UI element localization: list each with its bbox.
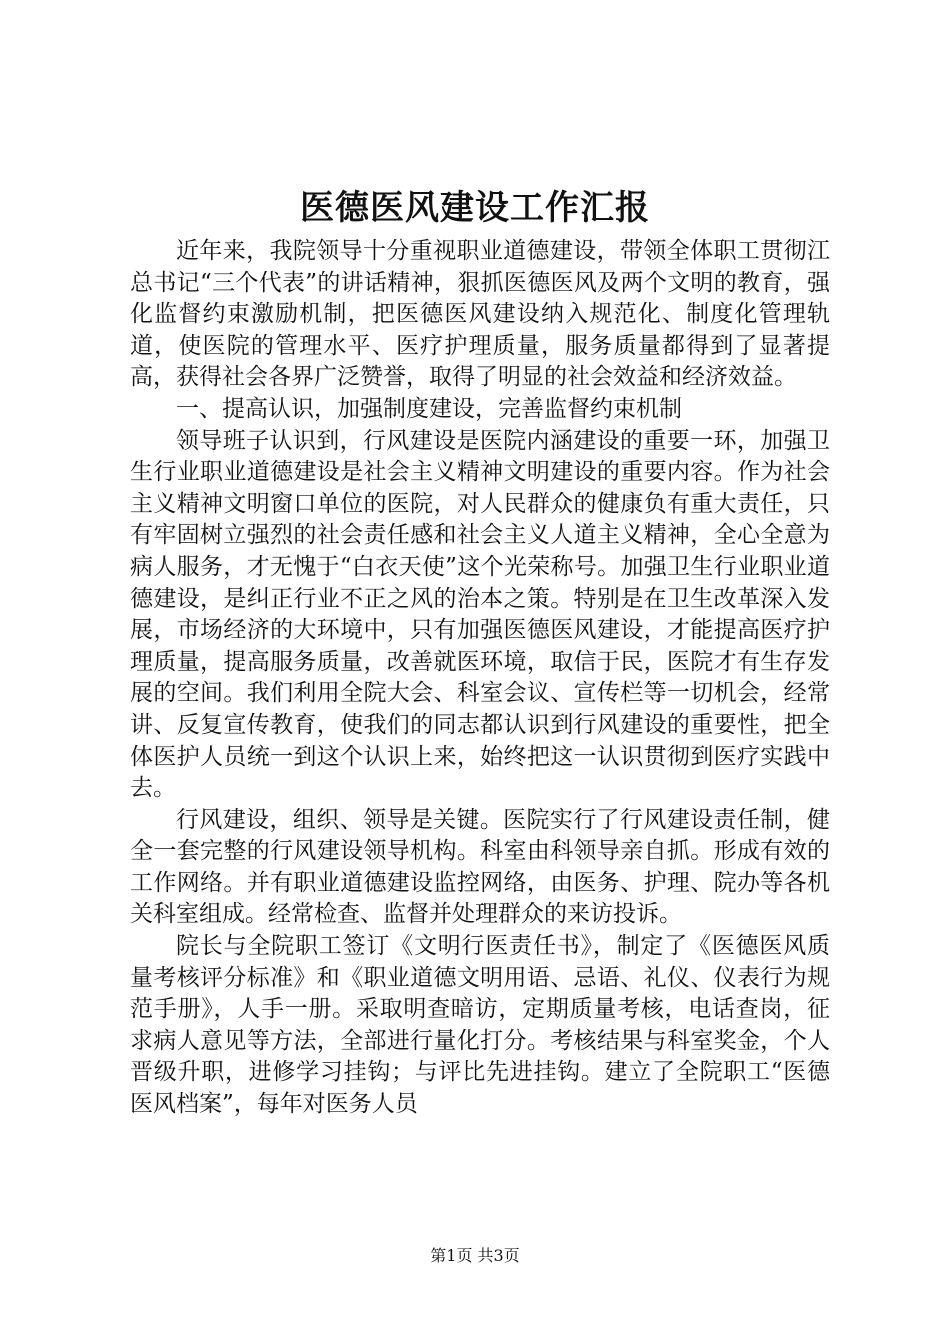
document-title: 医德医风建设工作汇报 bbox=[300, 188, 650, 228]
page-number-footer: 第1页 共3页 bbox=[430, 1246, 520, 1265]
section-heading-1: 一、提高认识，加强制度建设，完善监督约束机制 bbox=[176, 395, 682, 422]
paragraph-responsibility: 院长与全院职工签订《文明行医责任书》，制定了《医德医风质量考核评分标准》和《职业道德文明用语、忌语、礼仪、仪表行为规范手册》，人手一册。采取明查暗访，定期质量考核，电话查岗，征求病人意见等方法，全部进行量化打分。考核结果与科室奖金，个人晋级升职，进修学习挂钩；与评比先进挂钩。建立了全院职工“医德医风档案”，每年对医务人员 bbox=[130, 933, 830, 1118]
paragraph-intro: 近年来，我院领导十分重视职业道德建设，带领全体职工贯彻江总书记“三个代表”的讲话精神，狠抓医德医风及两个文明的教育，强化监督约束激励机制，把医德医风建设纳入规范化、制度化管理轨道，使医院的管理水平、医疗护理质量，服务质量都得到了显著提高，获得社会各界广泛赞誉，取得了明显的社会效益和经济效益。 bbox=[130, 238, 830, 391]
paragraph-leadership: 行风建设，组织、领导是关键。医院实行了行风建设责任制，健全一套完整的行风建设领导机构。科室由科领导亲自抓。形成有效的工作网络。并有职业道德建设监控网络，由医务、护理、院办等各机关科室组成。经常检查、监督并处理群众的来访投诉。 bbox=[130, 806, 830, 928]
paragraph-awareness: 领导班子认识到，行风建设是医院内涵建设的重要一环，加强卫生行业职业道德建设是社会主义精神文明建设的重要内容。作为社会主义精神文明窗口单位的医院，对人民群众的健康负有重大责任，只有牢固树立强烈的社会责任感和社会主义人道主义精神，全心全意为病人服务，才无愧于“白衣天使”这个光荣称号。加强卫生行业职业道德建设，是纠正行业不正之风的治本之策。特别是在卫生改革深入发展，市场经济的大环境中，只有加强医德医风建设，才能提高医疗护理质量，提高服务质量，改善就医环境，取信于民，医院才有生存发展的空间。我们利用全院大会、科室会议、宣传栏等一切机会，经常讲、反复宣传教育，使我们的同志都认识到行风建设的重要性，把全体医护人员统一到这个认识上来，始终把这一认识贯彻到医疗实践中去。 bbox=[130, 427, 830, 802]
document-body bbox=[130, 236, 830, 1121]
